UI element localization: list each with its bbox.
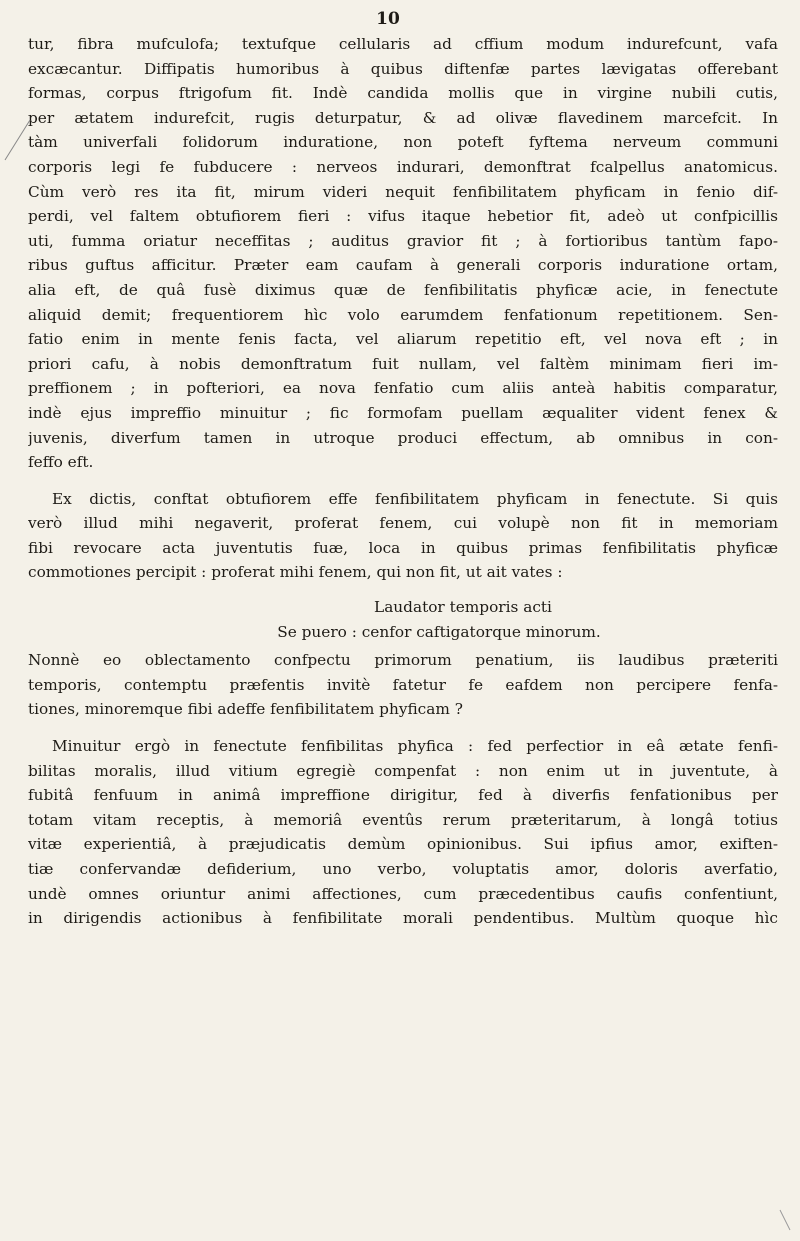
paragraph-2: [28, 487, 778, 585]
text-line: indè ejus impreffio minuitur ; fic formofam puellam æqualiter vident fenex &: [28, 403, 778, 422]
text-line: alia eft, de quâ fusè diximus quæ de fenfibilitatis phyficæ acie, in fenectute: [28, 280, 778, 299]
paragraph-1: [28, 32, 778, 475]
text-line: fibi revocare acta juventutis fuæ, loca in quibus primas fenfibilitatis phyficæ: [28, 538, 778, 557]
text-line: Minuitur ergò in fenectute fenfibilitas phyfica : fed perfectior in eâ ætate fenfi-: [52, 737, 778, 756]
verse-line: Laudator temporis acti: [374, 598, 552, 617]
text-line: tur, fibra mufculofa; textufque cellularis ad cffium modum indurefcunt, vafa: [28, 35, 778, 53]
text-line: priori cafu, à nobis demonftratum fuit nullam, vel faltèm minimam fieri im-: [28, 354, 778, 373]
text-line: tiones, minoremque fibi adeffe fenfibilitatem phyficam ?: [28, 700, 463, 719]
text-line: uti, fumma oriatur neceffitas ; auditus gravior fit ; à fortioribus tantùm fapo-: [28, 231, 778, 250]
text-line: corporis legi fe fubducere : nerveos indurari, demonftrat fcalpellus anatomicus.: [28, 157, 778, 176]
text-line: bilitas moralis, illud vitium egregiè compenfat : non enim ut in juventute, à: [28, 761, 778, 780]
text-line: vitæ experientiâ, à præjudicatis demùm opinionibus. Sui ipfius amor, exiften-: [28, 835, 778, 854]
text-line: fatio enim in mente fenis facta, vel aliarum repetitio eft, vel nova eft ; in: [28, 330, 778, 349]
text-line: in dirigendis actionibus à fenfibilitate morali pendentibus. Multùm quoque hìc: [28, 909, 778, 928]
text-line: juvenis, diverfum tamen in utroque produci effectum, ab omnibus in con-: [28, 428, 778, 447]
verse-quote: [28, 595, 778, 644]
text-line: aliquid demit; frequentiorem hìc volo earumdem fenfationum repetitionem. Sen-: [28, 305, 778, 324]
text-line: feffo eft.: [28, 453, 94, 472]
text-line: temporis, contemptu præfentis invitè fatetur fe eafdem non percipere fenfa-: [28, 675, 778, 694]
text-line: verò illud mihi negaverit, proferat fenem, cui volupè non fit in memoriam: [28, 514, 778, 533]
text-line: perdi, vel faltem obtufiorem fieri : vifus itaque hebetior fit, adeò ut confpicillis: [28, 207, 778, 226]
page-number: 10: [376, 9, 400, 29]
text-line: tàm univerfali folidorum induratione, non poteft fyftema nerveum communi: [28, 133, 778, 152]
text-line: totam vitam receptis, à memoriâ eventûs rerum præteritarum, à longâ totius: [28, 810, 778, 829]
text-line: Ex dictis, conftat obtufiorem effe fenfibilitatem phyficam in fenectute. Si quis: [52, 489, 778, 508]
text-line: tiæ confervandæ defiderium, uno verbo, voluptatis amor, doloris averfatio,: [28, 860, 778, 878]
text-line: Nonnè eo oblectamento confpectu primorum penatium, iis laudibus præteriti: [28, 651, 778, 670]
paragraph-3: [28, 648, 778, 722]
text-line: Cùm verò res ita fit, mirum videri nequit fenfibilitatem phyficam in fenio dif-: [28, 182, 778, 201]
text-line: formas, corpus ftrigofum fit. Indè candida mollis que in virgine nubili cutis,: [28, 84, 778, 103]
paragraph-4: [28, 734, 778, 931]
text-line: commotiones percipit : proferat mihi fenem, qui non fit, ut ait vates :: [28, 563, 563, 582]
text-line: fubitâ fenfuum in animâ impreffione dirigitur, fed à diverfis fenfationibus per: [28, 786, 778, 805]
text-line: excæcantur. Diffipatis humoribus à quibus diftenfæ partes lævigatas offerebant: [28, 59, 778, 78]
text-line: per ætatem indurefcit, rugis deturpatur, & ad olivæ flavedinem marcefcit. In: [28, 108, 778, 127]
verse-line: Se puero : cenfor caftigatorque minorum.: [277, 622, 601, 641]
text-line: undè omnes oriuntur animi affectiones, cum præcedentibus caufis confentiunt,: [28, 884, 778, 903]
text-line: preffionem ; in pofteriori, ea nova fenfatio cum aliis anteà habitis comparatur,: [28, 379, 778, 398]
text-line: ribus guftus afficitur. Præter eam caufam à generali corporis induratione ortam,: [28, 256, 778, 275]
